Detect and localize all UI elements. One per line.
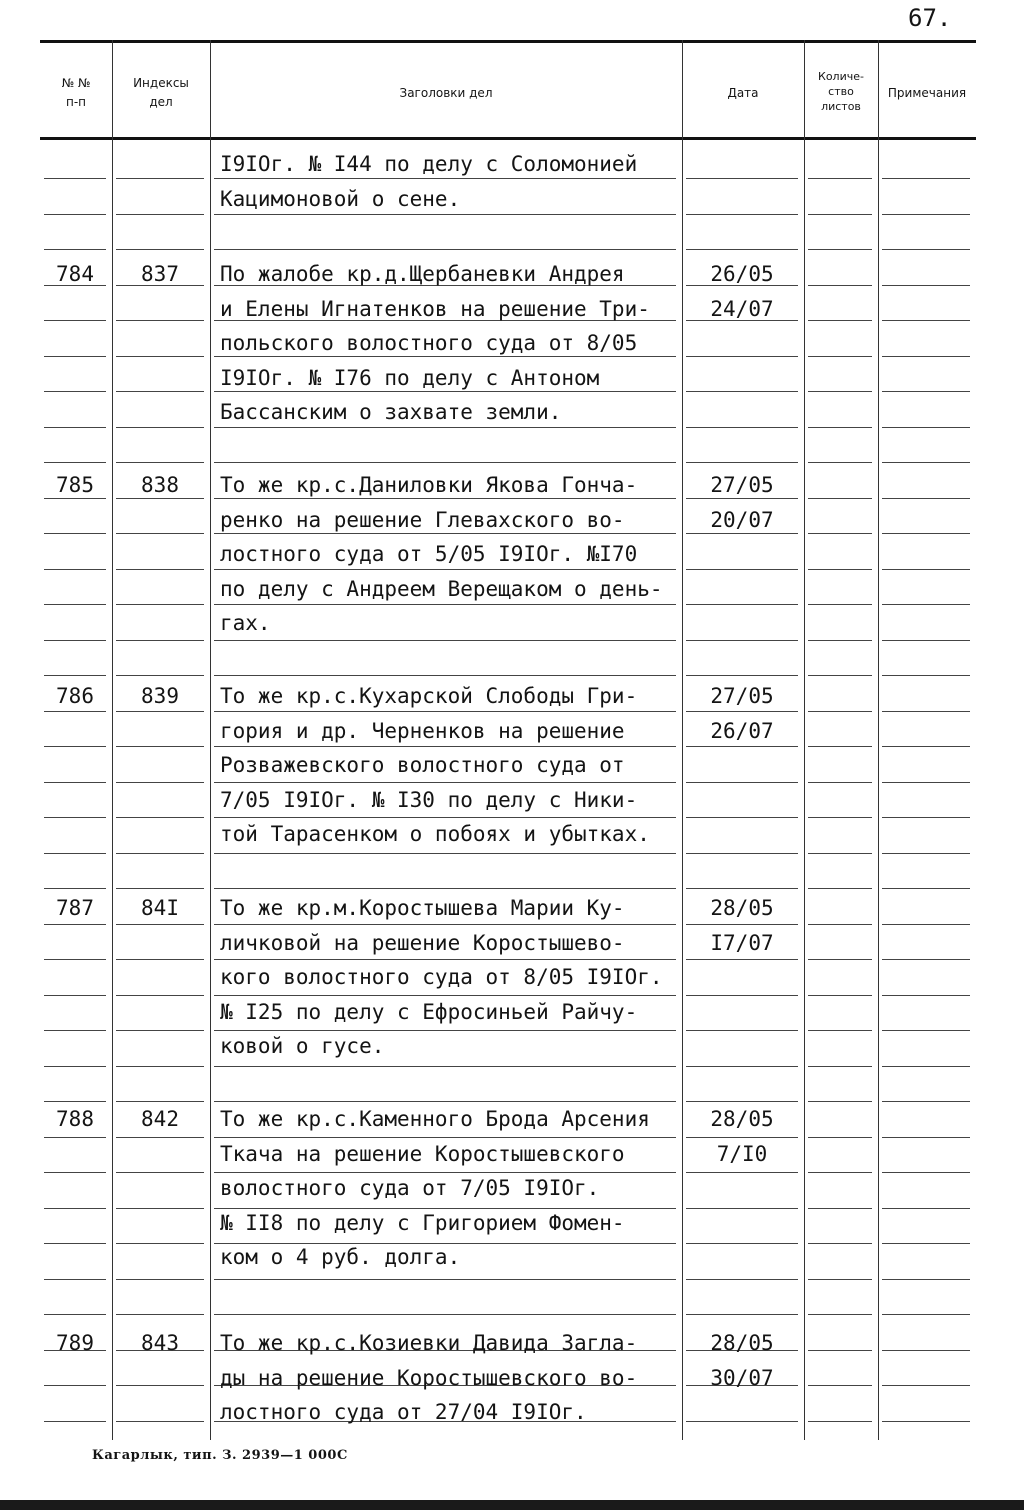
ruled-line <box>882 1137 970 1138</box>
ruled-line <box>808 711 872 712</box>
ruled-line <box>808 995 872 996</box>
ruled-line <box>686 995 798 996</box>
ruled-line <box>44 1385 106 1386</box>
entry-title-line: польского волостного суда от 8/05 <box>220 331 638 355</box>
column-divider <box>210 40 211 1440</box>
ruled-line <box>116 1385 204 1386</box>
ruled-line <box>116 391 204 392</box>
ruled-line <box>882 746 970 747</box>
entry-number: 789 <box>56 1331 94 1355</box>
ruled-line <box>44 569 106 570</box>
ruled-line <box>882 498 970 499</box>
ruled-line <box>882 356 970 357</box>
ruled-line <box>808 1385 872 1386</box>
ruled-line <box>116 1172 204 1173</box>
entry-title-line: и Елены Игнатенков на решение Три- <box>220 296 650 321</box>
entry-title-line: По жалобе кр.д.Щербаневки Андрея <box>220 262 625 286</box>
ruled-line <box>808 604 872 605</box>
ruled-line <box>44 604 106 605</box>
ruled-line <box>808 356 872 357</box>
ruled-line <box>686 178 798 179</box>
ruled-line <box>882 462 970 463</box>
entry-title-line: ды на решение Коростышевского во- <box>220 1365 638 1390</box>
entry-date: 7/I0 <box>716 1141 768 1166</box>
ruled-line <box>44 1066 106 1067</box>
ruled-line <box>686 853 798 854</box>
header-date-label: Дата <box>727 85 759 100</box>
ruled-line <box>116 1030 204 1031</box>
ruled-line <box>44 391 106 392</box>
entry-title-line: То же кр.с.Каменного Брода Арсения <box>220 1107 650 1131</box>
top-rule <box>40 40 976 43</box>
ruled-line <box>44 853 106 854</box>
ruled-line <box>116 782 204 783</box>
ruled-line <box>686 356 798 357</box>
entry-index: 839 <box>141 684 179 708</box>
ruled-line <box>116 1066 204 1067</box>
ruled-line <box>882 1279 970 1280</box>
header-count <box>804 44 878 138</box>
ruled-line <box>808 959 872 960</box>
ruled-line <box>686 569 798 570</box>
header-date <box>682 46 804 140</box>
ruled-line <box>882 1066 970 1067</box>
ruled-line <box>882 604 970 605</box>
ruled-line <box>44 1030 106 1031</box>
entry-date: 26/05 <box>710 262 774 286</box>
entry-title-line: 7/05 I9IOг. № I30 по делу с Ники- <box>220 787 638 812</box>
ruled-line <box>686 1208 798 1209</box>
column-divider <box>112 40 113 1440</box>
ruled-line <box>686 1066 798 1067</box>
ruled-line <box>882 249 970 250</box>
entry-date: 26/07 <box>710 718 774 743</box>
ruled-line <box>686 1314 798 1315</box>
ruled-line <box>116 853 204 854</box>
ruled-line <box>44 178 106 179</box>
entry-title-line: ренко на решение Глевахского во- <box>220 507 625 532</box>
entry-title-line: I9IOг. № I76 по делу с Антоном <box>220 365 600 390</box>
header-count-label: Количе- <box>818 69 864 83</box>
entry-date: 28/05 <box>710 896 774 920</box>
ruled-line <box>116 746 204 747</box>
ruled-line <box>44 533 106 534</box>
ruled-line <box>808 1208 872 1209</box>
ruled-line <box>686 249 798 250</box>
ruled-line <box>808 782 872 783</box>
ruled-line <box>116 178 204 179</box>
ruled-line <box>214 462 676 463</box>
ruled-line <box>116 817 204 818</box>
scan-edge <box>0 1500 1024 1510</box>
entry-title-line: волостного суда от 7/05 I9IOг. <box>220 1176 600 1200</box>
ruled-line <box>116 462 204 463</box>
header-count-sub2: листов <box>821 99 861 113</box>
entry-title-line: гах. <box>220 611 271 635</box>
ruled-line <box>808 427 872 428</box>
ruled-line <box>882 1314 970 1315</box>
entry-dates <box>682 891 802 960</box>
ruled-line <box>686 782 798 783</box>
entry-title-line: То же кр.с.Кухарской Слободы Гри- <box>220 684 638 708</box>
ruled-line <box>44 1421 106 1422</box>
ruled-line <box>882 924 970 925</box>
ruled-line <box>116 604 204 605</box>
ruled-line <box>44 782 106 783</box>
entry-index: 837 <box>141 262 179 286</box>
entry-title-line: гория и др. Черненков на решение <box>220 718 625 743</box>
ruled-line <box>808 746 872 747</box>
header-index-sub: дел <box>149 95 173 109</box>
ruled-line <box>116 675 204 676</box>
ruled-line <box>44 427 106 428</box>
ruled-line <box>882 853 970 854</box>
ruled-line <box>882 1172 970 1173</box>
ruled-line <box>44 1137 106 1138</box>
ruled-line <box>44 214 106 215</box>
header-num <box>40 46 112 140</box>
ruled-line <box>686 427 798 428</box>
entry-index: 842 <box>141 1107 179 1131</box>
ruled-line <box>882 1208 970 1209</box>
entry-title-line: кого волостного суда от 8/05 I9IOг. <box>220 965 663 989</box>
ruled-line <box>808 1279 872 1280</box>
ruled-line <box>214 1066 676 1067</box>
ruled-line <box>882 178 970 179</box>
ruled-line <box>808 1066 872 1067</box>
ruled-line <box>882 1385 970 1386</box>
entry-title-line: № I25 по делу с Ефросиньей Райчу- <box>220 999 638 1024</box>
ruled-line <box>116 1279 204 1280</box>
ruled-line <box>44 640 106 641</box>
ruled-line <box>882 214 970 215</box>
column-divider <box>804 40 805 1440</box>
ruled-line <box>116 533 204 534</box>
ruled-line <box>116 320 204 321</box>
entry-title-line: № II8 по делу с Григорием Фомен- <box>220 1210 625 1235</box>
ruled-line <box>882 533 970 534</box>
entry-number: 787 <box>56 896 94 920</box>
ruled-line <box>116 1314 204 1315</box>
entry-title <box>220 891 690 1064</box>
ruled-line <box>686 391 798 392</box>
ruled-line <box>882 817 970 818</box>
entry-date: 27/05 <box>710 473 774 497</box>
ruled-line <box>116 959 204 960</box>
ruled-line <box>882 1350 970 1351</box>
ruled-line <box>44 1172 106 1173</box>
ruled-line <box>686 1243 798 1244</box>
ruled-line <box>686 817 798 818</box>
page-number: 67. <box>908 4 952 32</box>
entry-title <box>220 679 690 852</box>
ruled-line <box>882 888 970 889</box>
ruled-line <box>808 1243 872 1244</box>
entry-number: 788 <box>56 1107 94 1131</box>
ruled-line <box>44 1208 106 1209</box>
ruled-line <box>808 285 872 286</box>
ruled-line <box>686 1030 798 1031</box>
ruled-line <box>44 675 106 676</box>
entry-dates <box>682 1326 802 1395</box>
ruled-line <box>116 356 204 357</box>
ruled-line <box>686 675 798 676</box>
entry-title-line: ком о 4 руб. долга. <box>220 1245 461 1269</box>
entry-dates <box>682 679 802 748</box>
ruled-line <box>808 391 872 392</box>
ruled-line <box>808 1172 872 1173</box>
ruled-line <box>686 888 798 889</box>
ruled-line <box>214 249 676 250</box>
entry-title <box>220 257 690 430</box>
entry-title-line: Ткача на решение Коростышевского <box>220 1141 625 1166</box>
ruled-line <box>808 462 872 463</box>
entry-number: 784 <box>56 262 94 286</box>
ruled-line <box>44 995 106 996</box>
entry-title <box>220 1102 690 1275</box>
entry-title-line: Кацимоновой о сене. <box>220 186 461 211</box>
ruled-line <box>116 249 204 250</box>
ruled-line <box>44 959 106 960</box>
ruled-line <box>808 1314 872 1315</box>
header-num-label: № № <box>61 76 91 90</box>
ruled-line <box>686 1279 798 1280</box>
ruled-line <box>808 853 872 854</box>
ruled-line <box>808 498 872 499</box>
ruled-line <box>116 1243 204 1244</box>
ruled-line <box>808 178 872 179</box>
ruled-line <box>808 675 872 676</box>
ruled-line <box>882 1030 970 1031</box>
entry-title-line: по делу с Андреем Верещаком о день- <box>220 576 663 601</box>
entry-date: 20/07 <box>710 507 774 532</box>
ruled-line <box>882 285 970 286</box>
header-index-label: Индексы <box>133 76 189 90</box>
ruled-line <box>808 1101 872 1102</box>
ruled-line <box>882 995 970 996</box>
ruled-line <box>882 782 970 783</box>
ruled-line <box>882 427 970 428</box>
ruled-line <box>44 1314 106 1315</box>
entry-title-line: личковой на решение Коростышево- <box>220 930 625 955</box>
ruled-line <box>882 959 970 960</box>
entry-title <box>220 468 690 641</box>
ruled-line <box>808 888 872 889</box>
entry-index: 838 <box>141 473 179 497</box>
entry-date: 30/07 <box>710 1365 774 1390</box>
ruled-line <box>808 569 872 570</box>
ruled-line <box>214 853 676 854</box>
entry-title-line: ковой о гусе. <box>220 1034 385 1058</box>
ruled-line <box>686 1421 798 1422</box>
entry-title-line: То же кр.м.Коростышева Марии Ку- <box>220 896 625 920</box>
entry-dates <box>682 468 802 537</box>
entry-title-line: То же кр.с.Козиевки Давида Заглa- <box>220 1331 638 1355</box>
ruled-line <box>116 1421 204 1422</box>
entry-number: 786 <box>56 684 94 708</box>
ruled-line <box>882 391 970 392</box>
ruled-line <box>44 249 106 250</box>
entry-title-line: Розважевского волостного суда от <box>220 753 625 777</box>
ruled-line <box>808 214 872 215</box>
header-index <box>112 46 210 140</box>
ruled-line <box>882 320 970 321</box>
ruled-line <box>214 1314 676 1315</box>
header-notes-label: Примечания <box>887 85 967 100</box>
ruled-line <box>808 1137 872 1138</box>
entry-date: 27/05 <box>710 684 774 708</box>
ruled-line <box>116 640 204 641</box>
ruled-line <box>808 249 872 250</box>
ruled-line <box>882 675 970 676</box>
ruled-line <box>686 640 798 641</box>
header-count-sub: ство <box>828 84 854 98</box>
entry-title-line: лостного суда от 27/04 I9IOг. <box>220 1400 587 1424</box>
ruled-line <box>116 214 204 215</box>
header-num-sub: п-п <box>65 95 87 109</box>
ruled-line <box>808 1421 872 1422</box>
entry-title-line: Бассанским о захвате земли. <box>220 400 562 424</box>
entry-date: I7/07 <box>710 930 774 955</box>
ruled-line <box>44 462 106 463</box>
header-notes <box>878 46 976 140</box>
column-divider <box>878 40 879 1440</box>
entry-dates <box>682 257 802 326</box>
entry-title-line: То же кр.с.Даниловки Якова Гонча- <box>220 473 638 497</box>
ruled-line <box>686 604 798 605</box>
ruled-line <box>214 888 676 889</box>
entry-title-line: I9IOг. № I44 по делу с Соломонией <box>220 152 638 176</box>
ruled-line <box>882 569 970 570</box>
entry-index: 843 <box>141 1331 179 1355</box>
header-title-label: Заголовки дел <box>399 85 493 100</box>
entry-dates <box>682 1102 802 1171</box>
entry-number: 785 <box>56 473 94 497</box>
ruled-line <box>808 924 872 925</box>
entry-title <box>220 1326 690 1430</box>
ruled-line <box>44 1243 106 1244</box>
ruled-line <box>882 1421 970 1422</box>
ruled-line <box>44 888 106 889</box>
ruled-line <box>686 214 798 215</box>
ruled-line <box>44 817 106 818</box>
ruled-line <box>882 640 970 641</box>
entry-index: 84I <box>141 896 179 920</box>
ruled-line <box>686 1172 798 1173</box>
ruled-line <box>882 1101 970 1102</box>
ruled-line <box>808 1030 872 1031</box>
ruled-line <box>116 427 204 428</box>
ruled-line <box>214 675 676 676</box>
ruled-line <box>808 320 872 321</box>
entry-title-line: лостного суда от 5/05 I9IOг. №I70 <box>220 542 638 566</box>
ruled-line <box>808 1350 872 1351</box>
ruled-line <box>44 356 106 357</box>
ruled-line <box>116 995 204 996</box>
ruled-line <box>116 1208 204 1209</box>
ruled-line <box>808 817 872 818</box>
ruled-line <box>882 1243 970 1244</box>
ruled-line <box>44 1279 106 1280</box>
header-title <box>210 46 682 140</box>
entry-date: 28/05 <box>710 1107 774 1131</box>
ruled-line <box>116 1137 204 1138</box>
printer-imprint: Кагарлык, тип. З. 2939—1 000С <box>92 1448 348 1463</box>
entry-title-line: той Тарасенком о побоях и убытках. <box>220 822 650 846</box>
entry-title <box>220 147 690 216</box>
ledger-table <box>40 40 976 1440</box>
ruled-line <box>686 462 798 463</box>
ruled-line <box>214 1279 676 1280</box>
entry-date: 24/07 <box>710 296 774 321</box>
ruled-line <box>116 569 204 570</box>
ruled-line <box>116 888 204 889</box>
ruled-line <box>44 320 106 321</box>
ruled-line <box>808 640 872 641</box>
ruled-line <box>44 746 106 747</box>
entry-date: 28/05 <box>710 1331 774 1355</box>
ruled-line <box>808 533 872 534</box>
ruled-line <box>882 711 970 712</box>
